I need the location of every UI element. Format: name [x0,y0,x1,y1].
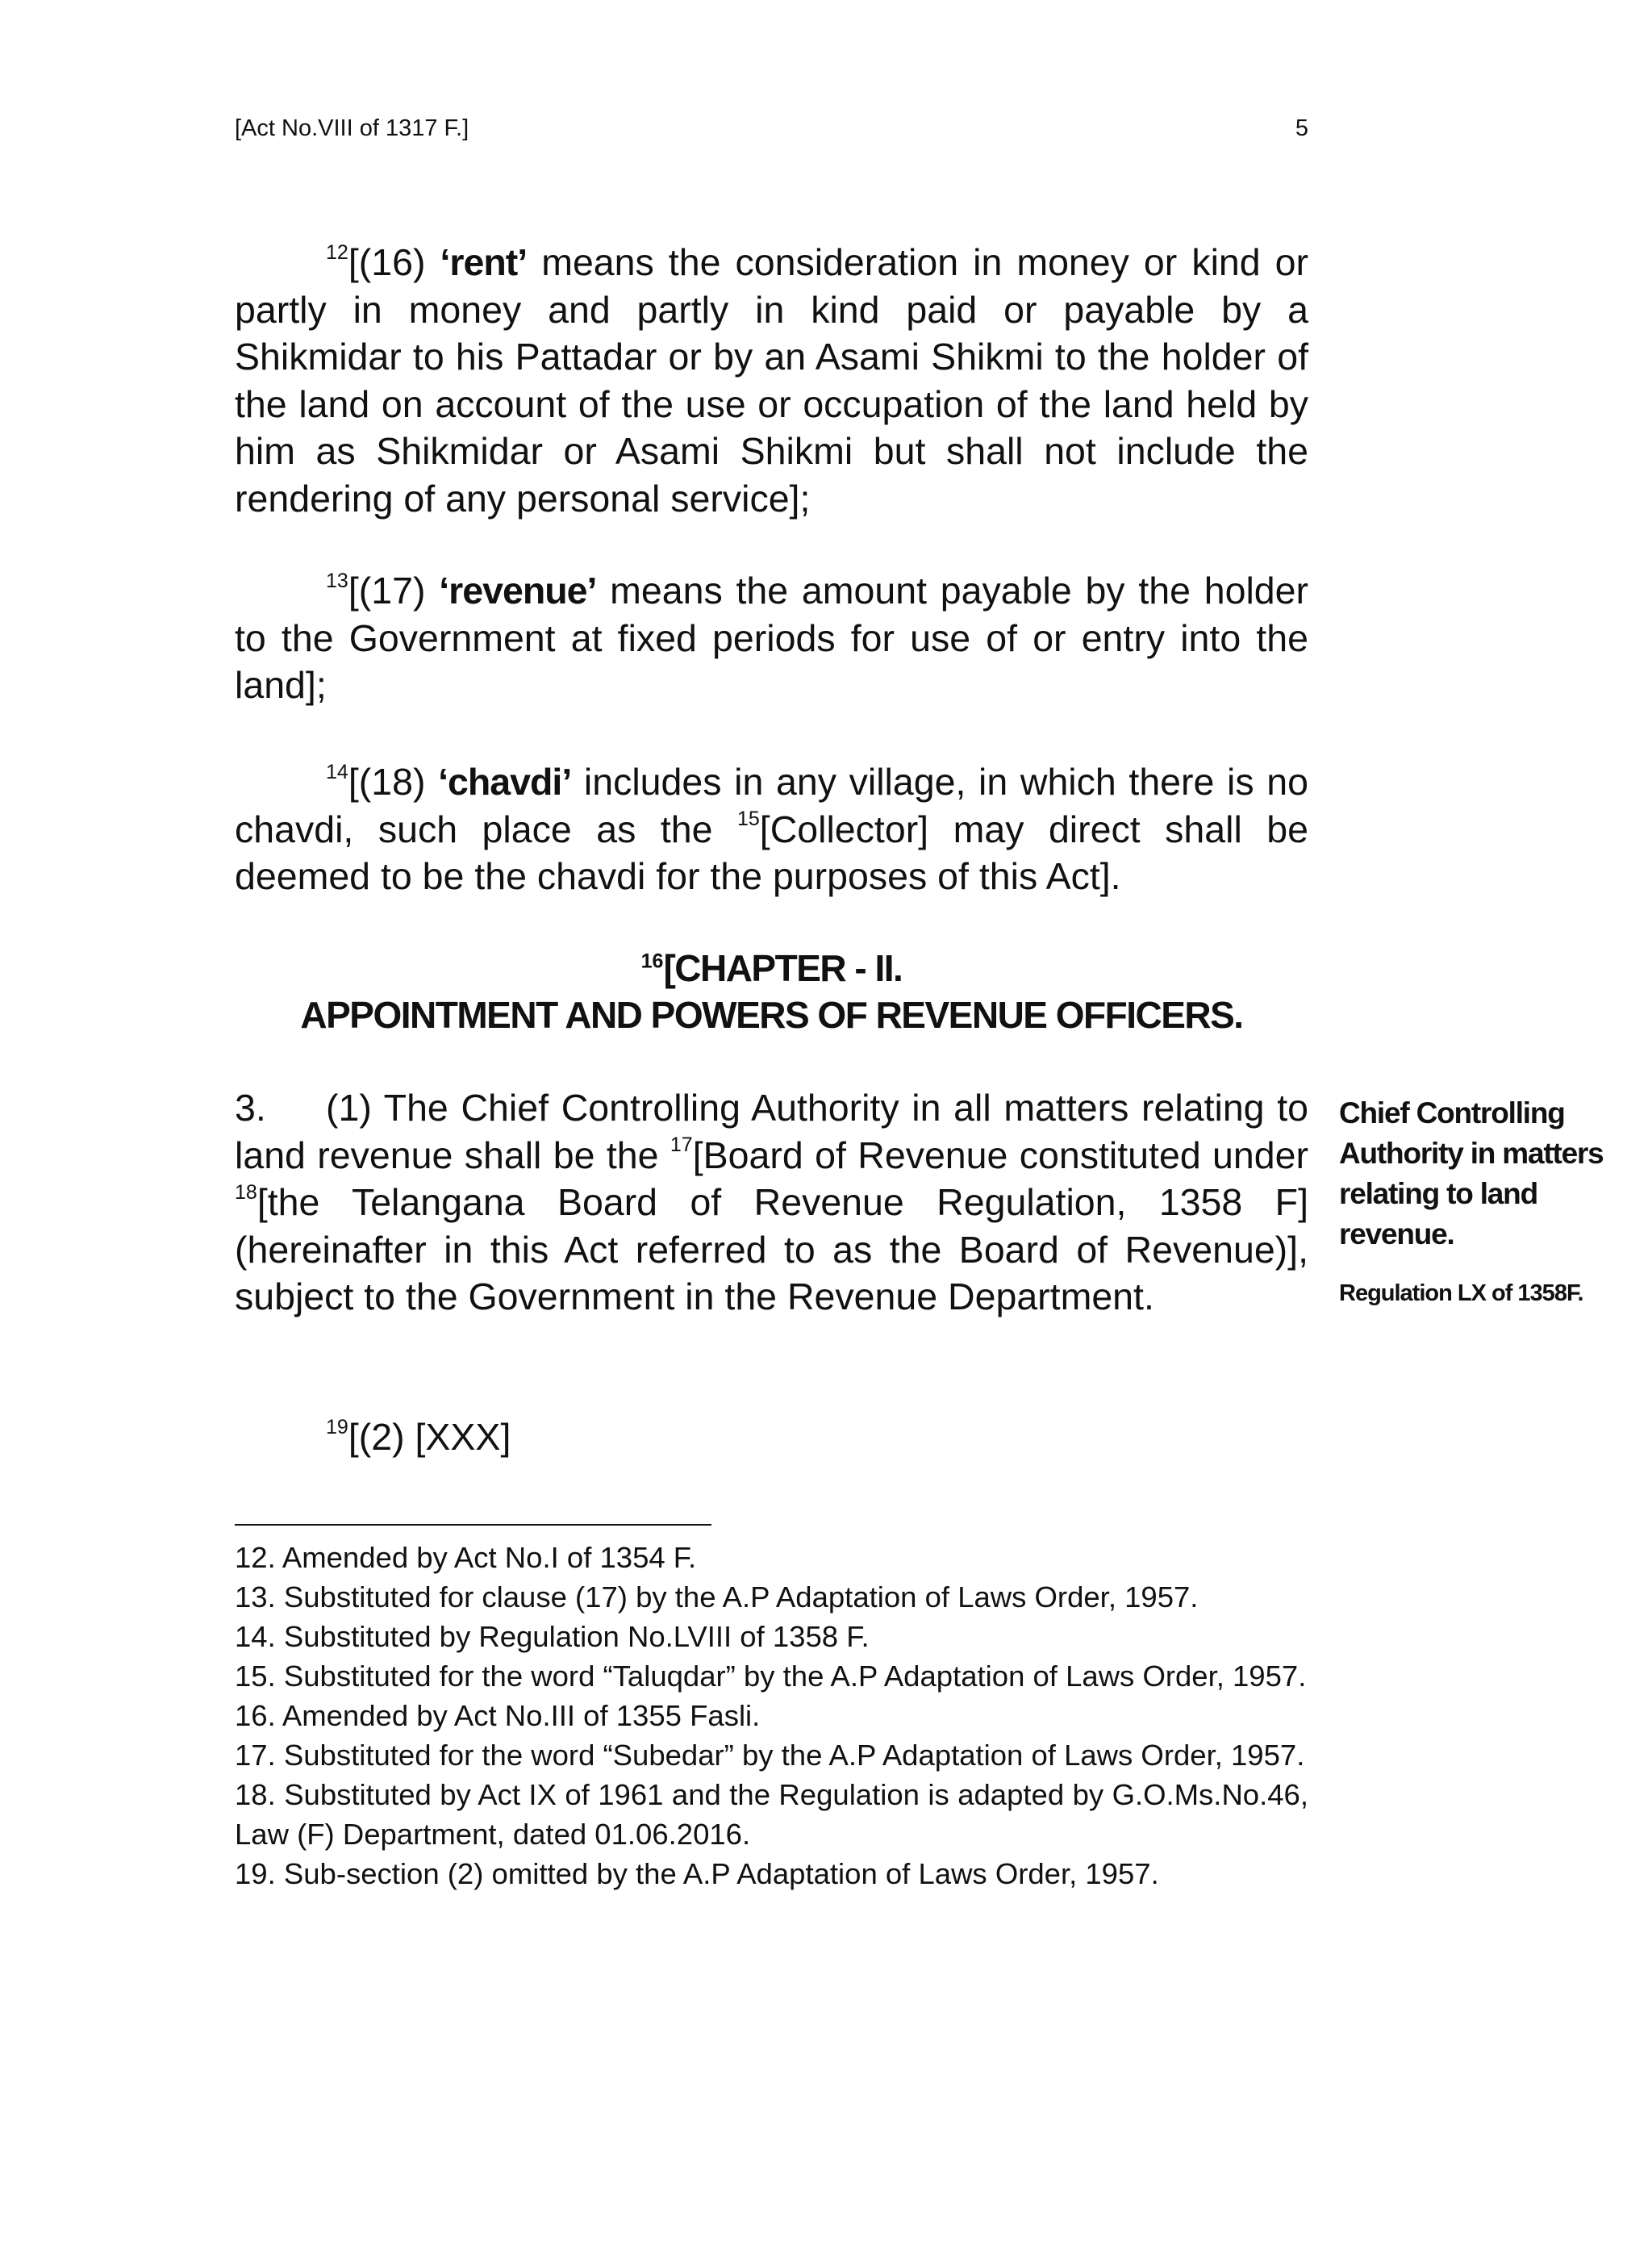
footnote: 14. Substituted by Regulation No.LVIII of 1358 F. [235,1620,870,1653]
footnote: 13. Substituted for clause (17) by the A.P Adaptation of Laws Order, 1957. [235,1580,1199,1614]
defined-term: ‘revenue’ [439,570,597,612]
page-number: 5 [1295,115,1308,141]
clause-number: [(18) [348,761,426,803]
subsection-2 [235,1413,1308,1461]
section-number: 3. [235,1087,266,1129]
clause-16 [235,239,1308,522]
chapter-title-text: [CHAPTER - II. [663,947,903,989]
marginal-note-reference: Regulation LX of 1358F. [1339,1280,1583,1306]
marginal-note-title: Chief Controlling Authority in matters relating to land revenue. [1339,1096,1604,1250]
clause-number: [(17) [348,570,426,612]
chapter-subtitle: APPOINTMENT AND POWERS OF REVENUE OFFICERS. [300,994,1243,1036]
footnotes [235,1538,1308,1893]
footnote-ref: 16 [640,950,664,973]
footnote-ref: 17 [670,1134,693,1156]
clause-text: means the amount payable by the holder to the Government at fixed periods for use of or entry into the land]; [235,570,1308,706]
footnote: 12. Amended by Act No.I of 1354 F. [235,1541,697,1574]
clause-number: [(16) [348,241,426,283]
footnote-ref: 14 [326,760,348,783]
section-3 [235,1084,1308,1321]
footnote-ref: 13 [326,569,348,592]
footnote-ref: 15 [736,808,760,830]
clause-text: means the consideration in money or kind or partly in money and partly in kind paid or payable by a Shikmidar to his Pattadar or by an Asami Shikmi to the holder of the land on account of the use or occupation of the land held by him as Shikmidar or Asami Shikmi but shall not include the rendering of any personal service]; [235,241,1308,520]
footnote: 18. Substituted by Act IX of 1961 and the Regulation is adapted by G.O.Ms.No.46, Law (F) Department, dated 01.06.2016. [235,1778,1308,1851]
footnote-ref: 19 [326,1415,348,1438]
footnote-ref: 18 [235,1180,257,1204]
clause-text: includes in any village, in which there is no chavdi, such place as the [235,761,1308,850]
chapter-title [235,946,1308,992]
footnote: 19. Sub-section (2) omitted by the A.P Adaptation of Laws Order, 1957. [235,1857,1159,1890]
footnote-separator [235,1524,711,1526]
section-text: (1) The Chief Controlling Authority in all matters relating to land revenue shall be the [235,1087,1308,1176]
marginal-note [1339,1093,1629,1309]
footnote: 16. Amended by Act No.III of 1355 Fasli. [235,1699,761,1732]
section-text: [Board of Revenue constituted under [692,1134,1308,1176]
clause-text: [Collector] may direct shall be deemed to be the chavdi for the purposes of this Act]. [235,808,1308,897]
footnote: 17. Substituted for the word “Subedar” by the A.P Adaptation of Laws Order, 1957. [235,1739,1305,1772]
subsection-text: [(2) [XXX] [348,1416,511,1458]
clause-18 [235,758,1308,900]
clause-17 [235,567,1308,709]
section-text: [the Telangana Board of Revenue Regulation, 1358 F] (hereinafter in this Act referred to as the Board of Revenue)], subject to the Government in the Revenue Department. [235,1181,1308,1317]
defined-term: ‘rent’ [440,241,528,283]
footnote-ref: 12 [326,240,348,264]
footnote: 15. Substituted for the word “Taluqdar” by the A.P Adaptation of Laws Order, 1957. [235,1660,1307,1693]
defined-term: ‘chavdi’ [438,761,572,803]
running-head: [Act No.VIII of 1317 F.] [235,115,469,141]
